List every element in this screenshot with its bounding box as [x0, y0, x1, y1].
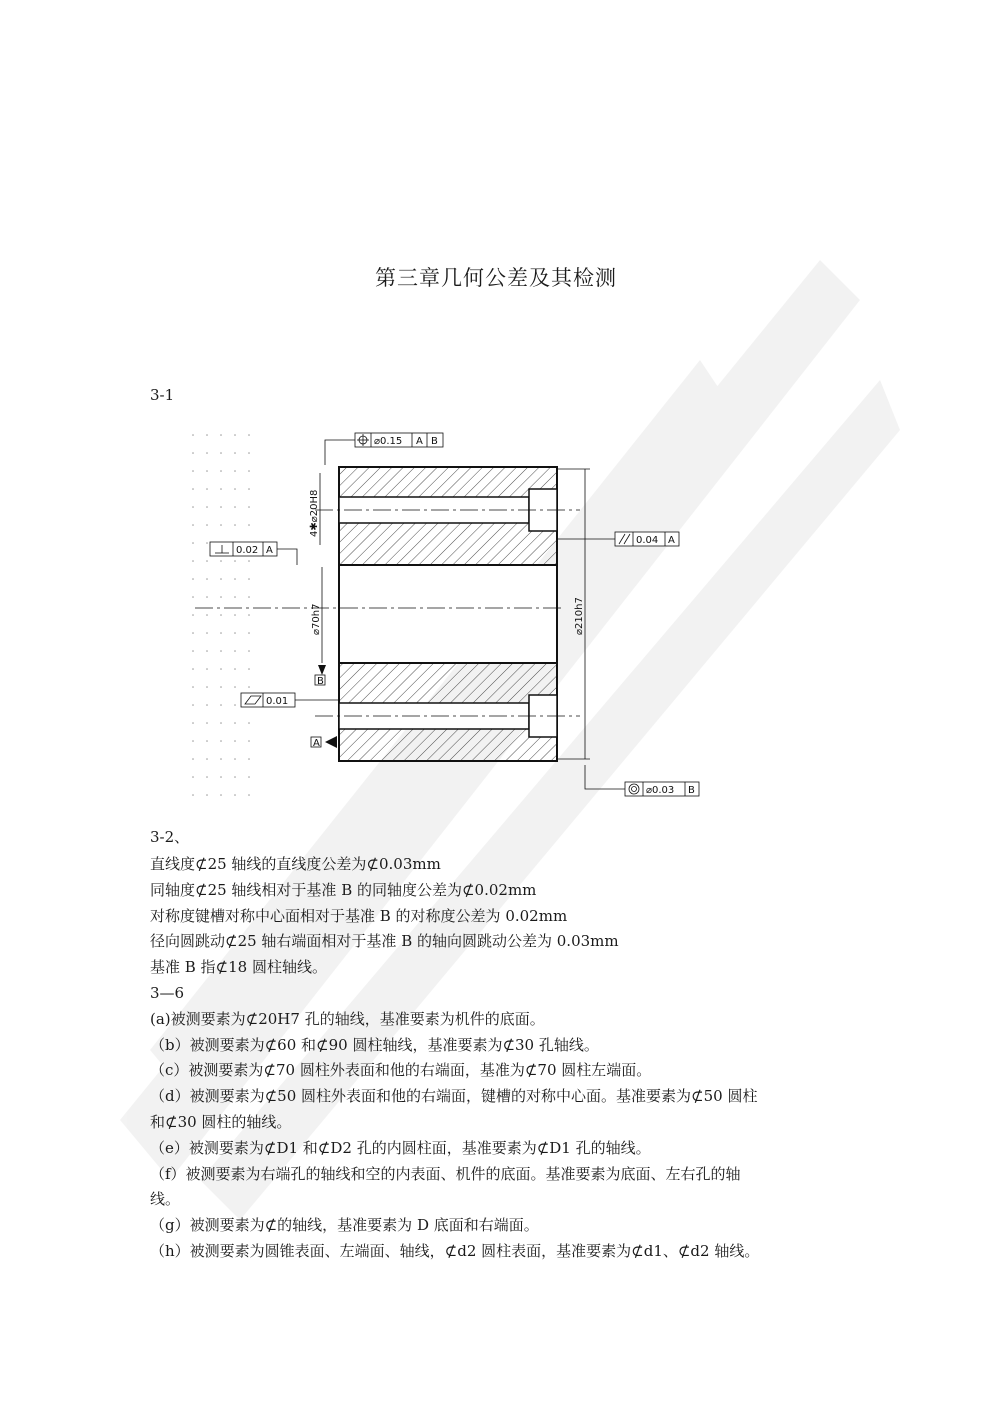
- text-line: 基准 B 指⊄18 圆柱轴线。: [150, 958, 327, 977]
- svg-text:B: B: [431, 436, 438, 447]
- text-line: （h）被测要素为圆锥表面、左端面、轴线，⊄d2 圆柱表面，基准要素为⊄d1、⊄d2 轴线。: [150, 1241, 760, 1260]
- svg-text:A: A: [416, 436, 423, 447]
- svg-text:0.04: 0.04: [636, 535, 659, 546]
- svg-text:⌀0.15: ⌀0.15: [374, 436, 403, 447]
- text-line: （d）被测要素为⊄50 圆柱外表面和他的右端面，键槽的对称中心面。基准要素为⊄50 圆柱: [150, 1087, 758, 1106]
- svg-text:0.01: 0.01: [266, 696, 289, 707]
- part-section: [195, 467, 580, 761]
- svg-text:A: A: [266, 545, 273, 556]
- fcf-position: [355, 433, 443, 447]
- text-line: （c）被测要素为⊄70 圆柱外表面和他的右端面，基准为⊄70 圆柱左端面。: [150, 1061, 652, 1080]
- section-label-3-6: 3—6: [150, 983, 185, 1002]
- text-line: 径向圆跳动⊄25 轴右端面相对于基准 B 的轴向圆跳动公差为 0.03mm: [150, 932, 619, 951]
- fcf-parallel: [615, 532, 679, 546]
- svg-text:⌀0.03: ⌀0.03: [646, 785, 675, 796]
- fcf-flatness: [241, 693, 295, 707]
- dim-holes-label: 4✱⌀20H8: [309, 489, 320, 537]
- section-3-2-text: [150, 852, 850, 1265]
- svg-text:A: A: [668, 535, 675, 546]
- text-line: 和⊄30 圆柱的轴线。: [150, 1112, 292, 1131]
- svg-text:0.02: 0.02: [236, 545, 259, 556]
- text-line: （g）被测要素为⊄的轴线，基准要素为 D 底面和右端面。: [150, 1216, 539, 1235]
- text-line: （e）被测要素为⊄D1 和⊄D2 孔的内圆柱面，基准要素为⊄D1 孔的轴线。: [150, 1138, 651, 1157]
- datum-b-label: B: [317, 676, 324, 687]
- page-title: 第三章几何公差及其检测: [375, 266, 617, 290]
- fcf-perpendicular: [210, 542, 277, 556]
- text-line: （b）被测要素为⊄60 和⊄90 圆柱轴线，基准要素为⊄30 孔轴线。: [150, 1035, 599, 1054]
- fcf-coaxiality: [625, 782, 699, 796]
- dim-bore-label: ⌀70h7: [311, 603, 322, 635]
- datum-a-label: A: [313, 738, 320, 749]
- text-line: (a)被测要素为⊄20H7 孔的轴线，基准要素为机件的底面。: [150, 1009, 545, 1028]
- text-line: （f）被测要素为右端孔的轴线和空的内表面、机件的底面。基准要素为底面、左右孔的轴: [150, 1164, 741, 1183]
- text-line: 线。: [150, 1190, 181, 1209]
- svg-text:B: B: [688, 785, 695, 796]
- text-line: 对称度键槽对称中心面相对于基准 B 的对称度公差为 0.02mm: [150, 906, 568, 925]
- engineering-drawing: [185, 425, 725, 810]
- text-line: 同轴度⊄25 轴线相对于基准 B 的同轴度公差为⊄0.02mm: [150, 880, 537, 899]
- text-line: 直线度⊄25 轴线的直线度公差为⊄0.03mm: [150, 855, 441, 873]
- section-label-3-2: 3-2、: [150, 828, 190, 846]
- dim-outer-label: ⌀210h7: [574, 597, 585, 635]
- section-label-3-1: 3-1: [150, 386, 175, 404]
